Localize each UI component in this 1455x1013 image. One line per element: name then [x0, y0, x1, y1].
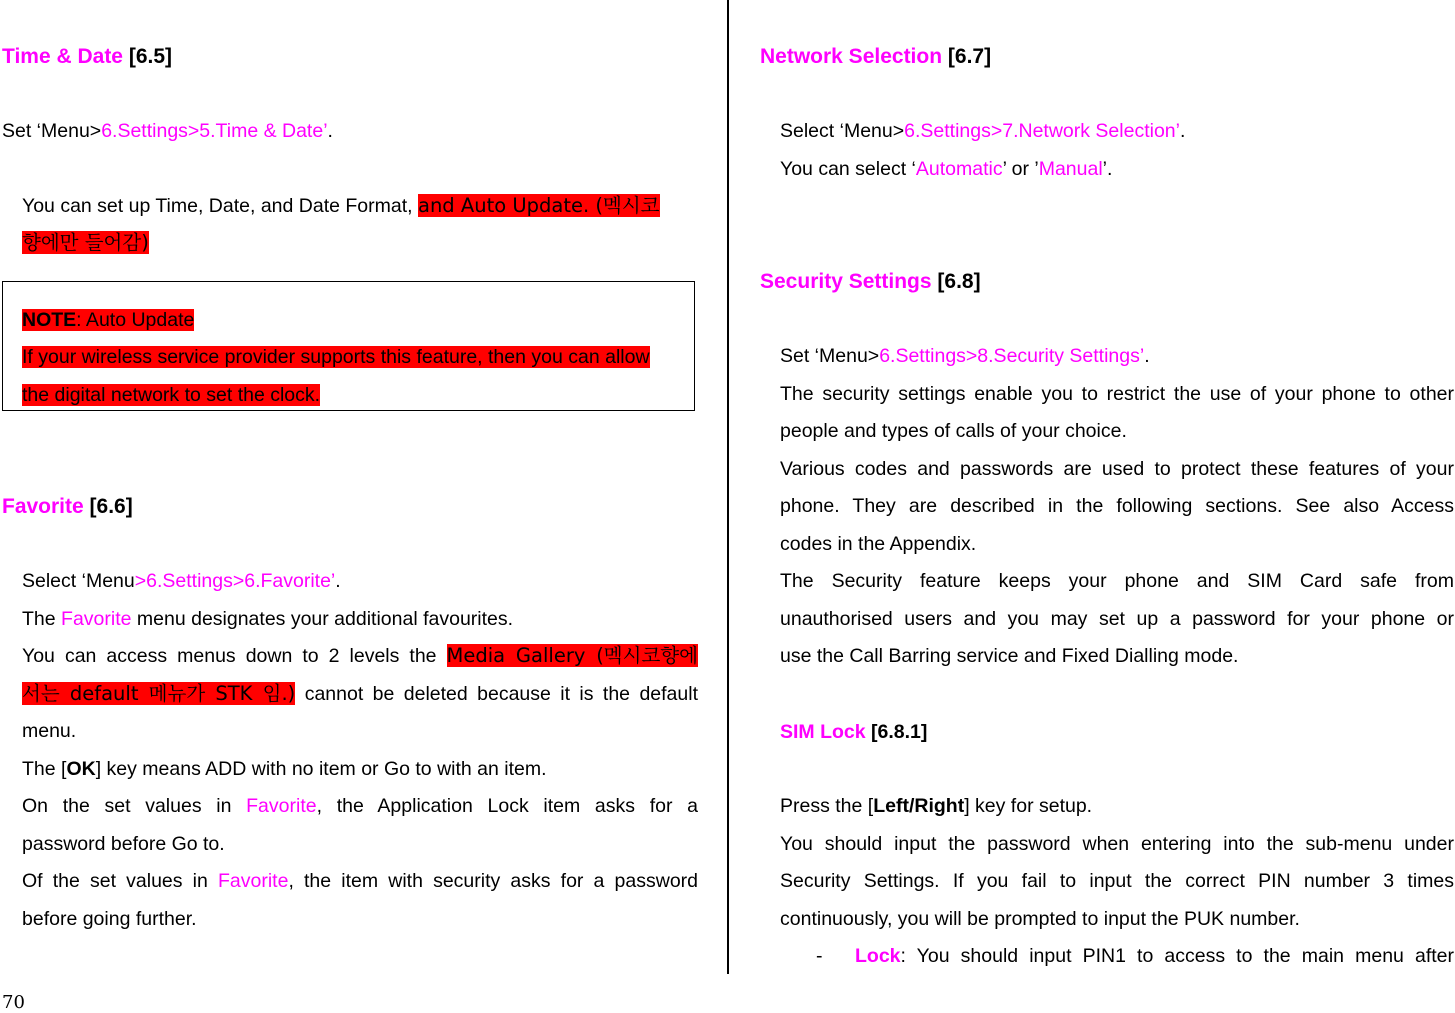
favorite-para-4-cont: password before Go to. [22, 833, 225, 855]
time-date-description-cont: 향에만 들어감) [22, 231, 149, 254]
note-line-1: If your wireless service provider supports this feature, then you can allow [22, 346, 650, 368]
security-line-5: codes in the Appendix. [780, 533, 977, 555]
favorite-para-5-cont: before going further. [22, 908, 197, 930]
heading-favorite: Favorite [6.6] [2, 495, 133, 518]
network-menu-path: Select ‘Menu>6.Settings>7.Network Selection’. [780, 120, 1186, 142]
sim-lock-line-2: Security Settings. If you fail to input the correct PIN number 3 times [780, 870, 1454, 892]
favorite-para-5: Of the set values in Favorite, the item with security asks for a password [22, 870, 699, 892]
time-date-menu-path: Set ‘Menu>6.Settings>5.Time & Date’. [2, 120, 333, 142]
sim-lock-press: Press the [Left/Right] key for setup. [780, 795, 1093, 817]
column-divider [727, 0, 729, 974]
security-line-1: The security settings enable you to restrict the use of your phone to other [780, 383, 1454, 405]
heading-time-date: Time & Date [6.5] [2, 45, 173, 68]
sim-lock-line-3: continuously, you will be prompted to input the PUK number. [780, 908, 1300, 930]
page-number: 70 [2, 992, 25, 1013]
time-date-description: You can set up Time, Date, and Date Format, and Auto Update. (멕시코 [22, 194, 660, 217]
security-line-8: use the Call Barring service and Fixed Dialling mode. [780, 645, 1239, 667]
favorite-para-4: On the set values in Favorite, the Application Lock item asks for a [22, 795, 698, 817]
favorite-menu-path: Select ‘Menu>6.Settings>6.Favorite’. [22, 570, 341, 592]
security-line-3: Various codes and passwords are used to protect these features of your [780, 458, 1454, 480]
favorite-para-1: The Favorite menu designates your additional favourites. [22, 608, 514, 630]
favorite-para-2-cont: 서는 default 메뉴가 STK 임.) cannot be deleted because it is the default [22, 682, 698, 705]
note-line-2: the digital network to set the clock. [22, 384, 321, 406]
bullet-dash: - [816, 945, 823, 967]
sim-lock-line-1: You should input the password when entering into the sub-menu under [780, 833, 1454, 855]
sim-lock-bullet-lock: Lock: You should input PIN1 to access to the main menu after [855, 945, 1454, 967]
network-options: You can select ‘Automatic’ or ’Manual’. [780, 158, 1113, 180]
heading-sim-lock: SIM Lock [6.8.1] [780, 721, 928, 743]
security-line-4: phone. They are described in the following sections. See also Access [780, 495, 1454, 517]
security-menu-path: Set ‘Menu>6.Settings>8.Security Settings’. [780, 345, 1150, 367]
favorite-para-2: You can access menus down to 2 levels the Media Gallery (멕시코향에 [22, 644, 698, 667]
heading-security-settings: Security Settings [6.8] [760, 270, 981, 293]
heading-network-selection: Network Selection [6.7] [760, 45, 992, 68]
highlight-note: and Auto Update. (멕시코 [418, 194, 660, 217]
security-line-2: people and types of calls of your choice. [780, 420, 1127, 442]
security-line-7: unauthorised users and you may set up a password for your phone or [780, 608, 1454, 630]
favorite-para-2-end: menu. [22, 720, 77, 742]
note-box [2, 281, 695, 411]
note-title: NOTE: Auto Update [22, 309, 195, 331]
favorite-para-3: The [OK] key means ADD with no item or Go to with an item. [22, 758, 547, 780]
security-line-6: The Security feature keeps your phone and SIM Card safe from [780, 570, 1454, 592]
